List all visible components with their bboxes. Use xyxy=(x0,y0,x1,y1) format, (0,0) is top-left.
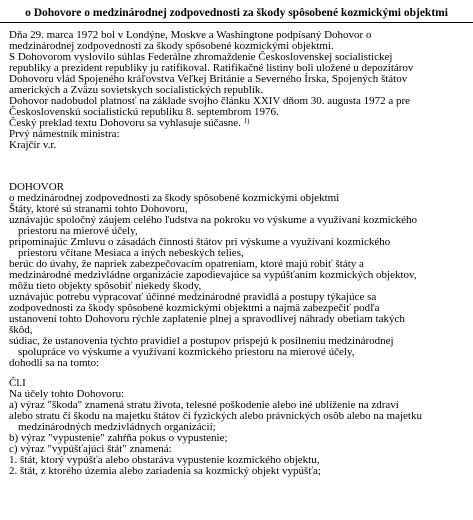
line-text: republiky a prezident republiky ju ratifikoval. Ratifikačné listiny boli uložené u depozitárov xyxy=(9,62,414,74)
signature-line: Prvý námestník ministra: xyxy=(9,128,120,140)
convention-heading: DOHOVOR xyxy=(9,181,64,193)
line-text: amerických a Zväzu sovietskych socialistických republík. xyxy=(9,84,264,96)
line-text: priestoru na mierové účely, xyxy=(18,225,138,237)
document-title: o Dohovore o medzinárodnej zodpovednosti za škody spôsobené kozmickými objektmi xyxy=(25,7,448,19)
line-text: medzinárodné medzivládne organizácie zapodievajúce sa vypúšťaním kozmických objektov, xyxy=(9,269,417,281)
line-text: Dohovor nadobudol platnosť na základe svojho článku XXIV dňom 30. augusta 1972 a pre xyxy=(9,95,411,107)
line-text: uznávajúc spoločný záujem celého ľudstva na pokroku vo výskume a využívaní kozmického xyxy=(9,214,417,226)
signature-name: Krajčír v.r. xyxy=(9,139,57,151)
line-text: dohodli sa na tomto: xyxy=(9,357,100,369)
intro-block xyxy=(9,30,469,151)
line-text: alebo stratu či škodu na majetku štátov či fyzických alebo právnických osôb alebo na majetku xyxy=(9,410,422,422)
line-text: ustanovení tohto Dohovoru rýchle zaplatenie plnej a spravodlivej náhrady obetiam takých xyxy=(9,313,405,325)
line-text: S Dohovorom vyslovilo súhlas Federálne zhromaždenie Československej socialistickej xyxy=(9,51,393,63)
line-text: Český preklad textu Dohovoru sa vyhlasuje súčasne. xyxy=(9,117,241,129)
line-text: Československú socialistickú republiku 8. septembrom 1976. xyxy=(9,106,279,118)
footnote-marker: 1) xyxy=(243,117,250,125)
title-separator xyxy=(0,22,473,23)
line-text: spolupráce vo výskume a využívaní kozmického priestoru na mierové účely, xyxy=(18,346,355,358)
line-text: Dohovoru vlád Spojeného kráľovstva Veľkej Británie a Severného Írska, Spojených štátov xyxy=(9,73,408,85)
article-block xyxy=(9,378,469,477)
convention-block xyxy=(9,182,469,369)
line-text: 2. štát, z ktorého územia alebo zariadenia sa kozmický objekt vypúšťa; xyxy=(9,465,321,477)
line-text: zodpovednosti za škody spôsobené kozmickými objektmi a najmä zabezpečiť podľa xyxy=(9,302,380,314)
line-text: c) výraz "vypúšťajúci štát" znamená: xyxy=(9,443,172,455)
line-text: Dňa 29. marca 1972 bol v Londýne, Moskve a Washingtone podpísaný Dohovor o xyxy=(9,29,372,41)
text-line xyxy=(9,358,469,369)
text-line xyxy=(9,466,469,477)
line-text: Na účely tohto Dohovoru: xyxy=(9,388,125,400)
text-line xyxy=(9,314,469,325)
line-text: berúc do úvahy, že napriek zabezpečovacím opatreniam, ktoré majú robiť štáty a xyxy=(9,258,364,270)
line-text: škôd, xyxy=(9,324,33,336)
line-text: môžu tieto objekty spôsobiť niekedy škody, xyxy=(9,280,202,292)
line-text: súdiac, že ustanovenia týchto pravidiel a postupov prispejú k posilneniu medzinárodnej xyxy=(9,335,394,347)
line-text: Štáty, ktoré sú stranami tohto Dohovoru, xyxy=(9,203,188,215)
article-label: Čl.I xyxy=(9,377,26,389)
line-text: pripomínajúc Zmluvu o zásadách činnosti štátov pri výskume a využívaní kozmického xyxy=(9,236,391,248)
line-text: medzinárodných medzivládnych organizácií; xyxy=(18,421,216,433)
line-text: b) výraz "vypustenie" zahŕňa pokus o vypustenie; xyxy=(9,432,228,444)
line-text: 1. štát, ktorý vypúšťa alebo obstaráva vypustenie kozmického objektu, xyxy=(9,454,320,466)
line-text: priestoru včítane Mesiaca a iných nebeských telies, xyxy=(18,247,244,259)
line-text: o medzinárodnej zodpovednosti za škody spôsobené kozmickými objektmi xyxy=(9,192,340,204)
line-text: a) výraz "škoda" znamená stratu života, telesné poškodenie alebo iné ublíženie na zdraví xyxy=(9,399,399,411)
line-text: uznávajúc potrebu vypracovať účinné medzinárodné pravidlá a postupy týkajúce sa xyxy=(9,291,377,303)
line-text: medzinárodnej zodpovednosti za škody spôsobené kozmickými objektmi. xyxy=(9,40,334,52)
